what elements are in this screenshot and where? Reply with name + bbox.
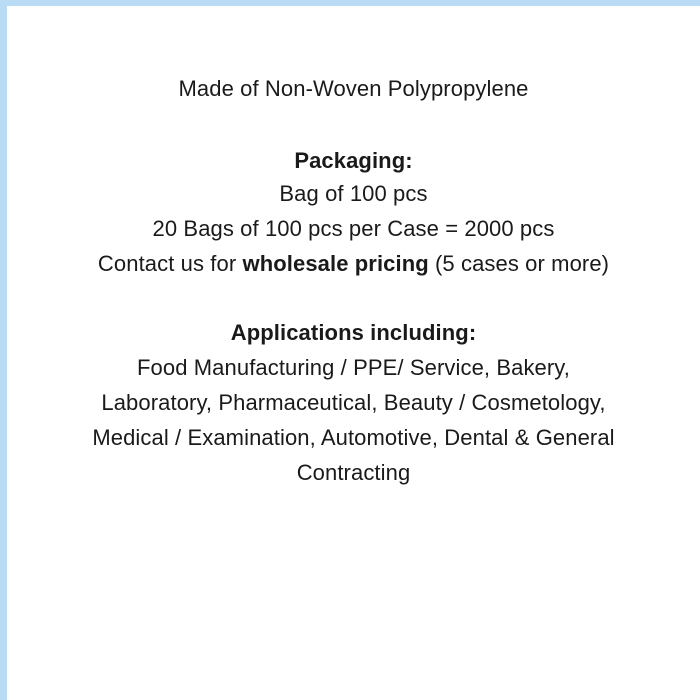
packaging-heading: Packaging: xyxy=(294,148,413,173)
applications-line: Laboratory, Pharmaceutical, Beauty / Cosmetology, xyxy=(101,390,606,415)
applications-line: Contracting xyxy=(296,460,411,485)
contact-line xyxy=(7,249,700,279)
material-line: Made of Non-Woven Polypropylene xyxy=(178,76,529,101)
wholesale-pricing-text: wholesale pricing xyxy=(242,251,429,276)
applications-line: Food Manufacturing / PPE/ Service, Bakery, xyxy=(137,355,570,380)
applications-heading: Applications including: xyxy=(230,320,477,345)
packaging-case-line: 20 Bags of 100 pcs per Case = 2000 pcs xyxy=(152,216,555,241)
contact-prefix: Contact us for xyxy=(97,251,243,276)
contact-suffix: (5 cases or more) xyxy=(428,251,610,276)
applications-line: Medical / Examination, Automotive, Dental & General xyxy=(92,425,615,450)
packaging-bag-line: Bag of 100 pcs xyxy=(279,181,428,206)
